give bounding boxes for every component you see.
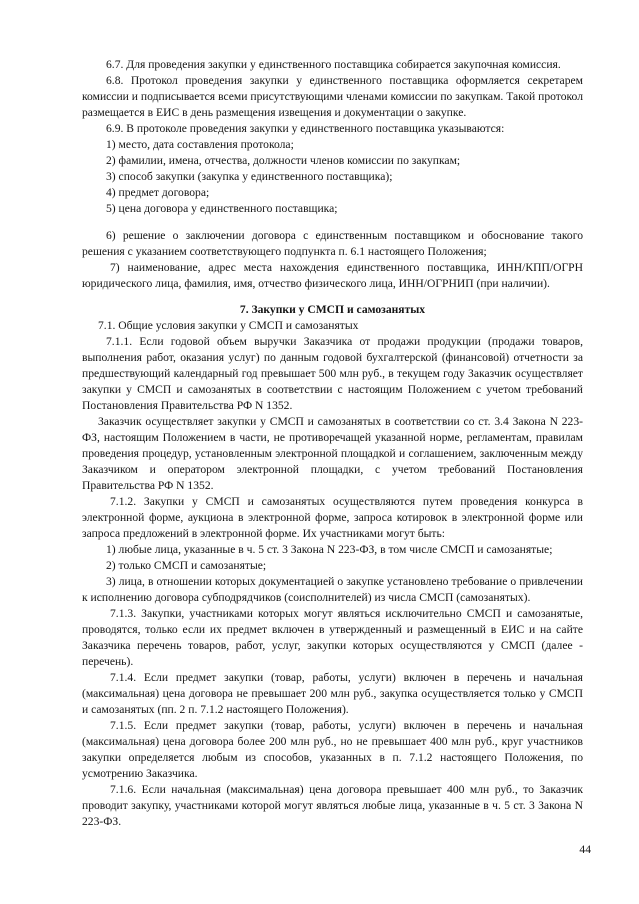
list-item: 6) решение о заключении договора с единственным поставщиком и обоснование такого решения с указанием соответствующего подпункта п. 6.1 настоящего Положения; — [82, 229, 583, 258]
paragraph-6-9: 6.9. В протоколе проведения закупки у единственного поставщика указываются: — [106, 122, 505, 135]
spacer — [82, 217, 583, 228]
paragraph-7-1-4: 7.1.4. Если предмет закупки (товар, работы, услуги) включен в перечень и начальная (максимальная) цена договора не превышает 200 млн руб., закупка осуществляется только у СМСП и самозанятых (пп. 2 п. 7.1.2 настоящего Положения). — [82, 671, 583, 716]
list-item: 7) наименование, адрес места нахождения единственного поставщика, ИНН/КПП/ОГРН юридического лица, фамилия, имя, отчество физического лица, ИНН/ОГРНИП (при наличии). — [82, 261, 583, 290]
list-item: 4) предмет договора; — [106, 186, 210, 199]
list-item: 1) любые лица, указанные в ч. 5 ст. 3 Закона N 223-ФЗ, в том числе СМСП и самозанятые; — [106, 543, 553, 556]
list-item: 5) цена договора у единственного поставщика; — [106, 202, 338, 215]
paragraph-7-1-2: 7.1.2. Закупки у СМСП и самозанятых осуществляются путем проведения конкурса в электронной форме, аукциона в электронной форме, запроса котировок в электронной форме или запроса предложений в электронной форме. Их участниками могут быть: — [82, 495, 583, 540]
list-item: 3) лица, в отношении которых документацией о закупке установлено требование о привлечении к исполнению договора субподрядчиков (соисполнителей) из числа СМСП (самозанятых). — [82, 575, 583, 604]
list-item: 2) только СМСП и самозанятые; — [106, 559, 267, 572]
paragraph-body: Заказчик осуществляет закупки у СМСП и самозанятых в соответствии со ст. 3.4 Закона N 223-ФЗ, настоящим Положением в части, не противоречащей указанной норме, регламентам, правилам проведения процедур, установленным электронной площадкой и соглашением, заключенным между Заказчиком и оператором электронной площадки, с учетом требований Постановления Правительства РФ N 1352. — [82, 415, 583, 492]
paragraph-7-1-6: 7.1.6. Если начальная (максимальная) цена договора превышает 400 млн руб., то Заказчик проводит закупку, участниками которой могут являться любые лица, указанные в ч. 5 ст. 3 Закона N 223-ФЗ. — [82, 783, 583, 828]
paragraph-7-1: 7.1. Общие условия закупки у СМСП и самозанятых — [98, 319, 359, 332]
page-number: 44 — [579, 843, 591, 856]
paragraph-7-1-3: 7.1.3. Закупки, участниками которых могут являться исключительно СМСП и самозанятые, проводятся, только если их предмет включен в утвержденный и размещенный в ЕИС и на сайте Заказчика перечень товаров, работ, услуг, закупки которых осуществляются у СМСП (далее - перечень). — [82, 607, 583, 668]
paragraph-7-1-5: 7.1.5. Если предмет закупки (товар, работы, услуги) включен в перечень и начальная (максимальная) цена договора более 200 млн руб., но не превышает 400 млн руб., круг участников закупки определяется любым из способов, указанных в п. 7.1.2 настоящего Положения, по усмотрению Заказчика. — [82, 719, 583, 780]
paragraph-6-8: 6.8. Протокол проведения закупки у единственного поставщика оформляется секретарем комиссии и подписывается всеми присутствующими членами комиссии по закупкам. Такой протокол размещается в ЕИС в день размещения извещения и документации о закупке. — [82, 74, 583, 119]
paragraph-7-1-1: 7.1.1. Если годовой объем выручки Заказчика от продажи продукции (продажи товаров, выполнения работ, оказания услуг) по данным годовой бухгалтерской (финансовой) отчетности за предшествующий календарный год превышает 500 млн руб., в текущем году Заказчик осуществляет закупки у СМСП и самозанятых в соответствии с настоящим Положением с учетом требований Постановления Правительства РФ N 1352. — [82, 335, 583, 412]
list-item: 2) фамилии, имена, отчества, должности членов комиссии по закупкам; — [106, 154, 461, 167]
list-item: 1) место, дата составления протокола; — [106, 138, 294, 151]
paragraph-6-7: 6.7. Для проведения закупки у единственного поставщика собирается закупочная комиссия. — [106, 58, 561, 71]
list-item: 3) способ закупки (закупка у единственного поставщика); — [106, 170, 393, 183]
section-heading: 7. Закупки у СМСП и самозанятых — [239, 303, 426, 316]
